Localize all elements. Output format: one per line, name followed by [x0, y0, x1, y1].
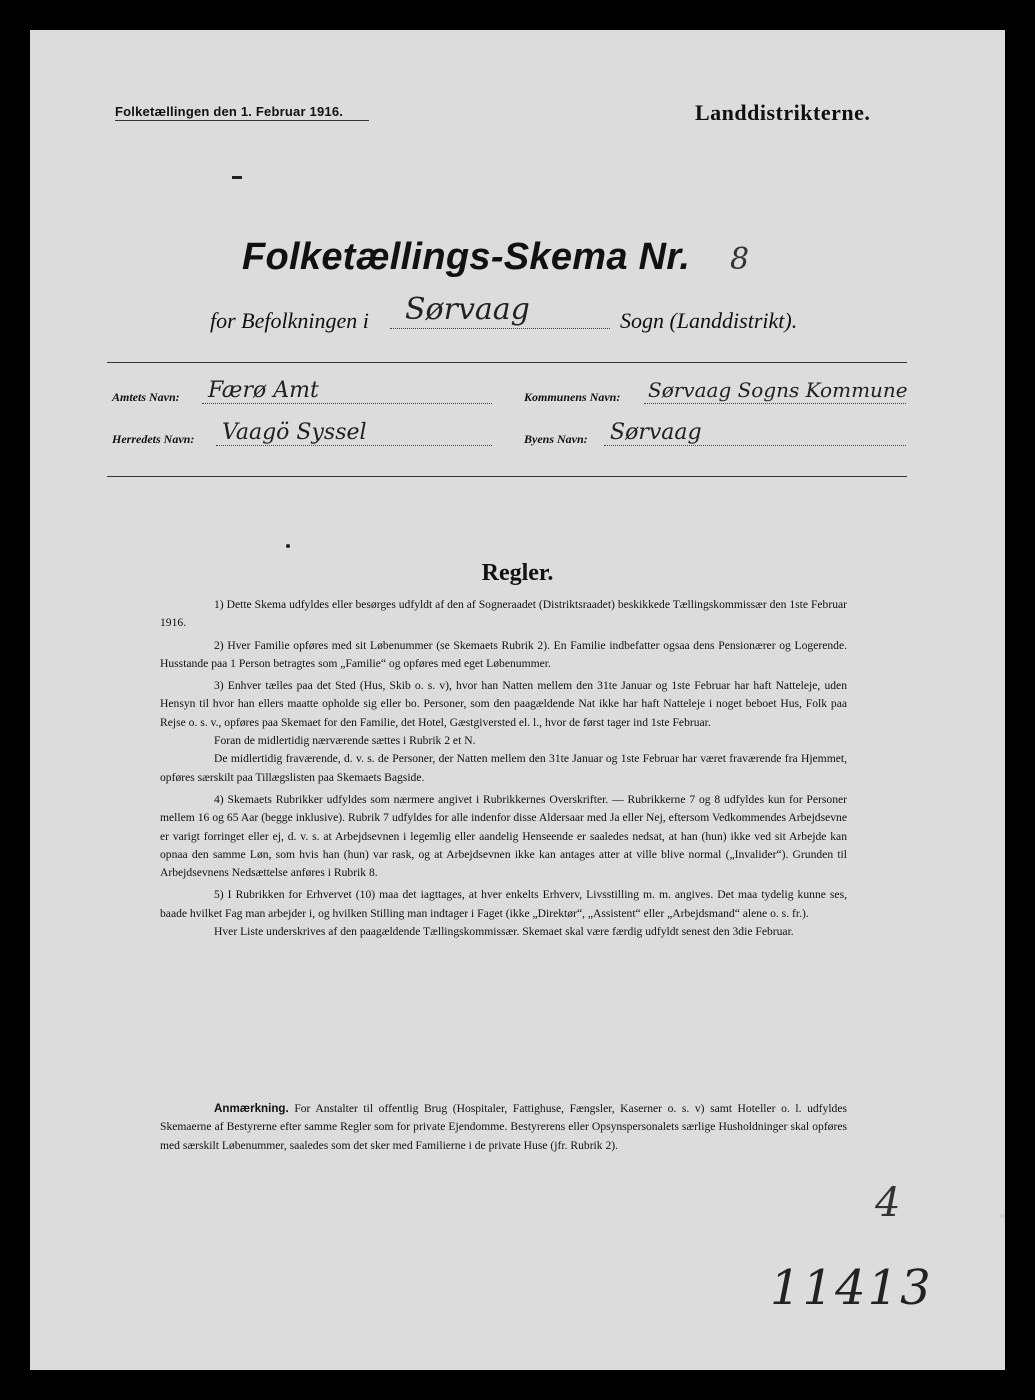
by-value-handwritten: Sørvaag	[610, 420, 702, 445]
kommune-dotted-line	[644, 403, 906, 404]
archive-number-handwritten: 11413	[770, 1260, 933, 1316]
population-label: for Befolkningen i	[210, 308, 369, 333]
kommune-label: Kommunens Navn:	[524, 390, 621, 404]
district-type-header: Landdistrikterne.	[695, 100, 871, 125]
rule-6: Hver Liste underskrives af den paagældende Tællingskommissær. Skemaet skal være færdig udfyldt senest den 3die Februar.	[214, 925, 794, 939]
form-title: Folketællings-Skema Nr.	[242, 236, 691, 278]
note-paragraph	[160, 1100, 847, 1155]
rule-3-temporary-present: Foran de midlertidig nærværende sættes i Rubrik 2 et N.	[214, 734, 476, 748]
form-number-handwritten: 8	[730, 242, 750, 277]
amt-dotted-line	[202, 403, 492, 404]
rule-3: 3) Enhver tælles paa det Sted (Hus, Skib o. s. v), hvor han Natten mellem den 31te Januar og 1ste Februar har haft Natteleje, uden Hensyn til hvor han ellers maatte opholde sig eller bo. Personer, som den paagældende Nat ikke har haft Natteleje i noget beboet Hus, Folk paa Rejse o. s. v., opføres paa Skemaet for den Familie, det Hotel, Gæstgiversted el. l., hvor de først tager ind 1ste Februar.	[160, 679, 847, 729]
by-label: Byens Navn:	[524, 432, 588, 446]
herred-dotted-line	[216, 445, 492, 446]
page-number-handwritten: 4	[875, 1180, 901, 1226]
rule-2: 2) Hver Familie opføres med sit Løbenummer (se Skemaets Rubrik 2). En Familie indbefatter ogsaa dens Pensionærer og Logerende. Husstande paa 1 Person betragtes som „Familie“ og opføres med eget Løbenummer.	[160, 638, 847, 670]
census-form-page	[30, 30, 1005, 1370]
parish-handwritten: Sørvaag	[405, 292, 530, 327]
scan-speck	[1000, 1214, 1005, 1218]
divider-top	[107, 362, 907, 363]
rule-4: 4) Skemaets Rubrikker udfyldes som nærmere angivet i Rubrikkernes Overskrifter. — Rubrikkerne 7 og 8 udfyldes kun for Personer mellem 16 og 65 Aar (begge inklusive). Rubrik 7 udfyldes for alle indenfor disse Aldersaar med Ja eller Nej, eftersom Vedkommendes Arbejdsevne er varigt forringet eller ej, d. v. s. at Arbejdsevnen i legemlig eller aandelig Henseende er saaledes nedsat, at han (hun) ikke ved sit Arbejde kan opnaa den samme Løn, som hvis han (hun) var rask, og at Arbejdsevnen ikke kan antages atter at ville blive normal („Invalider“). Grunden til Arbejdsevnens Nedsættelse anføres i Rubrik 8.	[160, 792, 847, 880]
rules-body	[160, 596, 847, 945]
parish-suffix: Sogn (Landdistrikt).	[620, 308, 798, 333]
note-label: Anmærkning.	[214, 1102, 289, 1115]
census-date-underline	[115, 120, 369, 121]
rules-heading: Regler.	[481, 560, 554, 586]
herred-value-handwritten: Vaagö Syssel	[222, 420, 367, 445]
parish-dotted-line	[390, 328, 610, 329]
kommune-value-handwritten: Sørvaag Sogns Kommune	[648, 378, 908, 402]
herred-label: Herredets Navn:	[112, 432, 195, 446]
stray-dot	[286, 544, 290, 548]
rule-1: 1) Dette Skema udfyldes eller besørges udfyldt af den af Sogneraadet (Distriktsraadet) beskikkede Tællingskommissær den 1ste Februar 1916.	[160, 598, 847, 630]
divider-bottom	[107, 476, 907, 477]
amt-label: Amtets Navn:	[112, 390, 180, 404]
rule-5: 5) I Rubrikken for Erhvervet (10) maa det iagttages, at hver enkelts Erhverv, Livsstilling m. m. angives. Det maa tydelig kunne ses, baade hvilket Fag man arbejder i, og hvilken Stilling man indtager i Faget (ikke „Direktør“, „Assistent“ eller „Arbejdsmand“ alene o. s. fr.).	[160, 888, 847, 920]
rule-3-temporary-absent: De midlertidig fraværende, d. v. s. de Personer, der Natten mellem den 31te Januar og 1ste Februar har været fraværende fra Hjemmet, opføres særskilt paa Tillægslisten paa Skemaets Bagside.	[160, 752, 847, 784]
stray-mark	[232, 176, 242, 179]
by-dotted-line	[604, 445, 906, 446]
amt-value-handwritten: Færø Amt	[208, 378, 319, 403]
note-text: For Anstalter til offentlig Brug (Hospitaler, Fattighuse, Fængsler, Kaserner o. s. v) samt Hoteller o. l. udfyldes Skemaerne af Bestyrerne efter samme Regler som for private Ejendomme. Bestyrerens eller Opsynspersonalets særlige Husholdninger skal opføres med særskilt Løbenummer, saaledes som det sker med Familierne i de private Huse (jfr. Rubrik 2).	[160, 1102, 847, 1152]
census-date-header: Folketællingen den 1. Februar 1916.	[115, 104, 344, 119]
